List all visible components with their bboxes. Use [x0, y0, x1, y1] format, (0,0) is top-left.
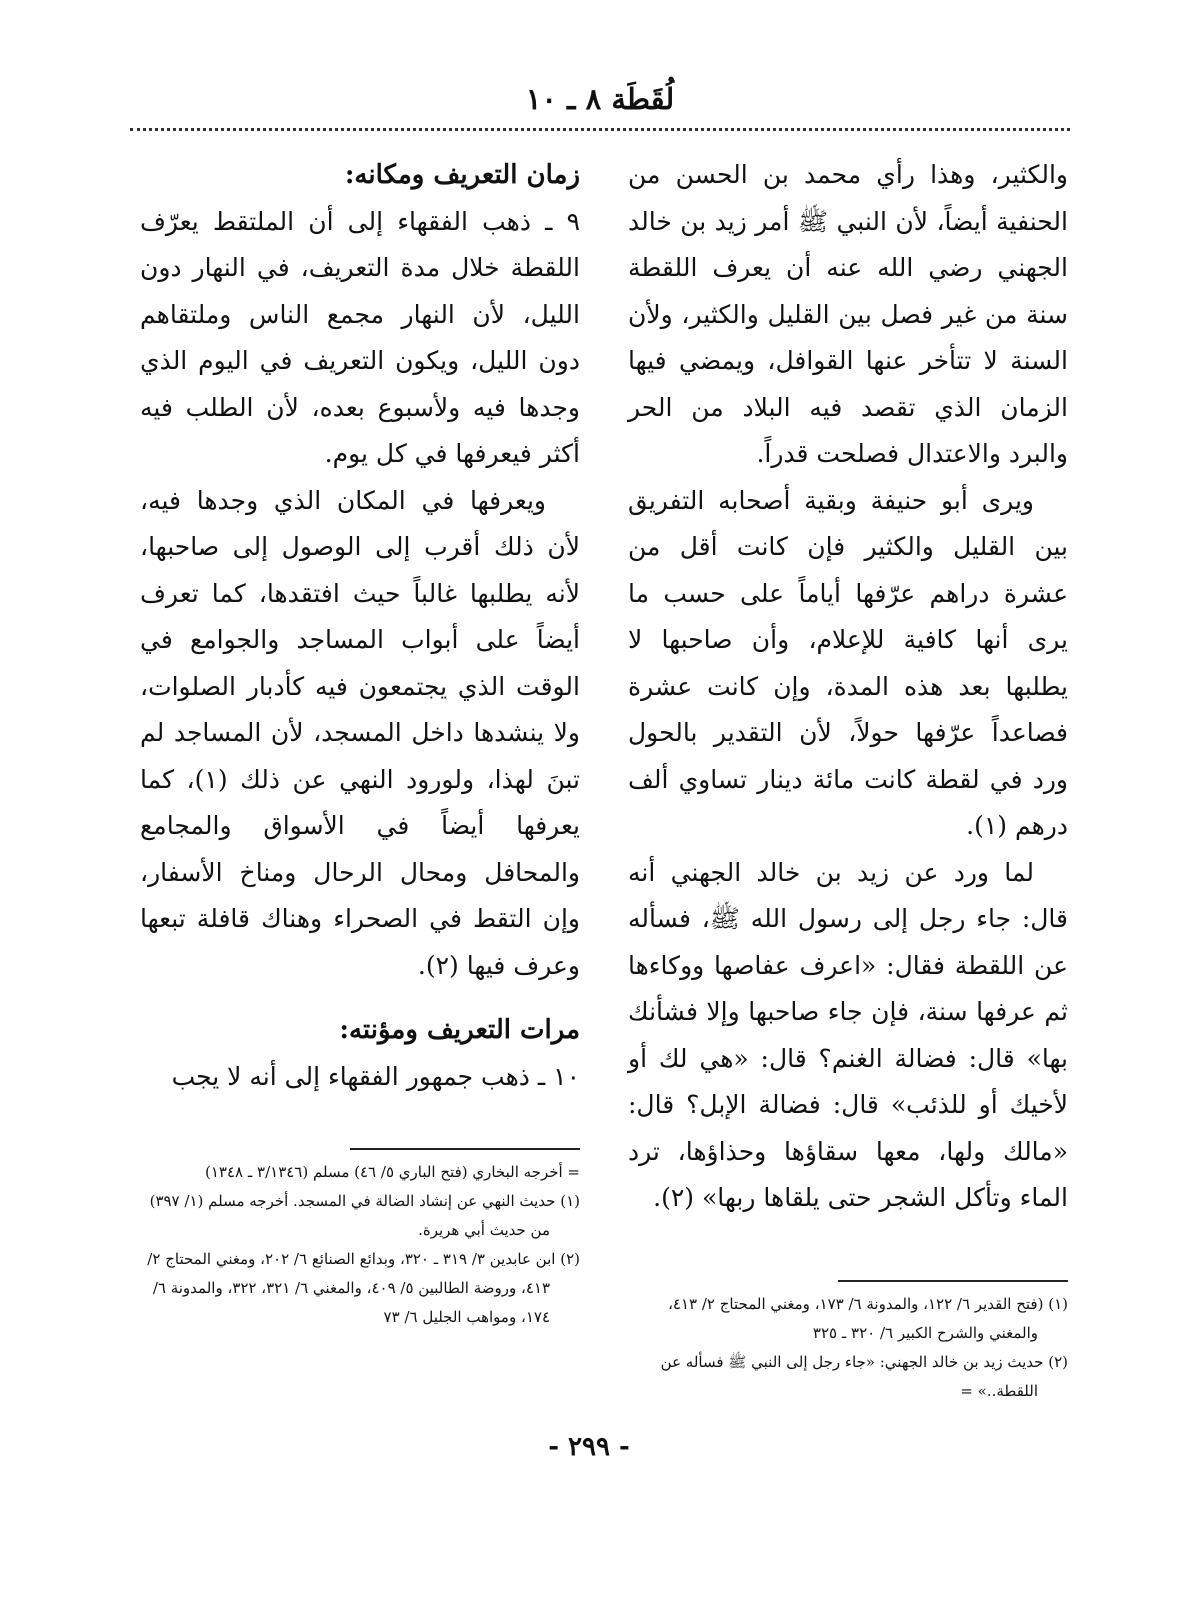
header-dotted-rule	[130, 128, 1070, 131]
right-footnote-2: (٢) حديث زيد بن خالد الجهني: «جاء رجل إلى النبي ﷺ فسأله عن اللقطة..» =	[660, 1353, 1068, 1400]
left-paragraph-3: ١٠ ـ ذهب جمهور الفقهاء إلى أنه لا يجب	[171, 1061, 580, 1091]
page-number: - ٢٩٩ -	[548, 1432, 630, 1462]
right-footnotes	[628, 1290, 1068, 1406]
left-footnote-rule	[350, 1148, 580, 1150]
section-heading-time-place: زمان التعريف ومكانه:	[344, 160, 580, 190]
right-footnote-rule	[838, 1280, 1068, 1282]
left-footnote-1: (١) حديث النهي عن إنشاد الضالة في المسجد. أخرجه مسلم (١/ ٣٩٧) من حديث أبي هريرة.	[149, 1192, 580, 1239]
right-footnote-1: (١) (فتح القدير ٦/ ١٢٢، والمدونة ٦/ ١٧٣، ومغني المحتاج ٢/ ٤١٣، والمغني والشرح الكبير ٦/ ٣٢٠ ـ ٣٢٥	[668, 1295, 1068, 1342]
page-header-title: لُقَطَة ٨ ـ ١٠	[525, 82, 675, 116]
left-column	[140, 152, 580, 1100]
right-column	[628, 152, 1068, 1222]
left-paragraph-2: ويعرفها في المكان الذي وجدها فيه، لأن ذلك أقرب إلى الوصول إلى صاحبها، لأنه يطلبها غالباً حيث افتقدها، كما تعرف أيضاً على أبواب المساجد والجوامع في الوقت الذي يجتمعون فيه كأدبار الصلوات، ولا ينشدها داخل المسجد، لأن المساجد لم تبنَ لهذا، ولورود النهي عن ذلك (١)، كما يعرفها أيضاً في الأسواق والمجامع والمحافل ومحال الرحال ومناخ الأسفار، وإن التقط في الصحراء وهناك قافلة تبعها وعرف فيها (٢).	[140, 485, 580, 980]
right-paragraph-1: والكثير، وهذا رأي محمد بن الحسن من الحنفية أيضاً، لأن النبي ﷺ أمر زيد بن خالد الجهني رضي الله عنه أن يعرف اللقطة سنة من غير فصل بين القليل والكثير، ولأن السنة لا تتأخر عنها القوافل، ويمضي فيها الزمان الذي تقصد فيه البلاد من الحر والبرد والاعتدال فصلحت قدراً.	[628, 160, 1068, 468]
right-paragraph-2: ويرى أبو حنيفة وبقية أصحابه التفريق بين القليل والكثير فإن كانت أقل من عشرة دراهم عرّفها أياماً على حسب ما يرى أنها كافية للإعلام، وأن صاحبها لا يطلبها بعد هذه المدة، وإن كانت عشرة فصاعداً عرّفها حولاً، لأن التقدير بالحول ورد في لقطة كانت مائة دينار تساوي ألف درهم (١).	[628, 485, 1068, 840]
left-footnote-2: (٢) ابن عابدين ٣/ ٣١٩ ـ ٣٢٠، وبدائع الصنائع ٦/ ٢٠٢، ومغني المحتاج ٢/ ٤١٣، وروضة الطالبين ٥/ ٤٠٩، والمغني ٦/ ٣٢١، ٣٢٢، والمدونة ٦/ ١٧٤، ومواهب الجليل ٦/ ٧٣	[147, 1250, 580, 1326]
section-heading-frequency-cost: مرات التعريف ومؤنته:	[339, 1015, 580, 1045]
left-footnotes	[140, 1158, 580, 1332]
left-paragraph-1: ٩ ـ ذهب الفقهاء إلى أن الملتقط يعرّف اللقطة خلال مدة التعريف، في النهار دون الليل، لأن النهار مجمع الناس وملتقاهم دون الليل، ويكون التعريف في اليوم الذي وجدها فيه ولأسبوع بعده، لأن الطلب فيه أكثر فيعرفها في كل يوم.	[140, 206, 580, 468]
right-paragraph-3: لما ورد عن زيد بن خالد الجهني أنه قال: جاء رجل إلى رسول الله ﷺ، فسأله عن اللقطة فقال: «اعرف عفاصها ووكاءها ثم عرفها سنة، فإن جاء صاحبها وإلا فشأنك بها» قال: فضالة الغنم؟ قال: «هي لك أو لأخيك أو للذئب» قال: فضالة الإبل؟ قال: «مالك ولها، معها سقاؤها وحذاؤها، ترد الماء وتأكل الشجر حتى يلقاها ربها» (٢).	[628, 857, 1068, 1212]
left-footnote-continuation: = أخرجه البخاري (فتح الباري ٥/ ٤٦) مسلم (٣/١٣٤٦ ـ ١٣٤٨)	[205, 1163, 580, 1181]
